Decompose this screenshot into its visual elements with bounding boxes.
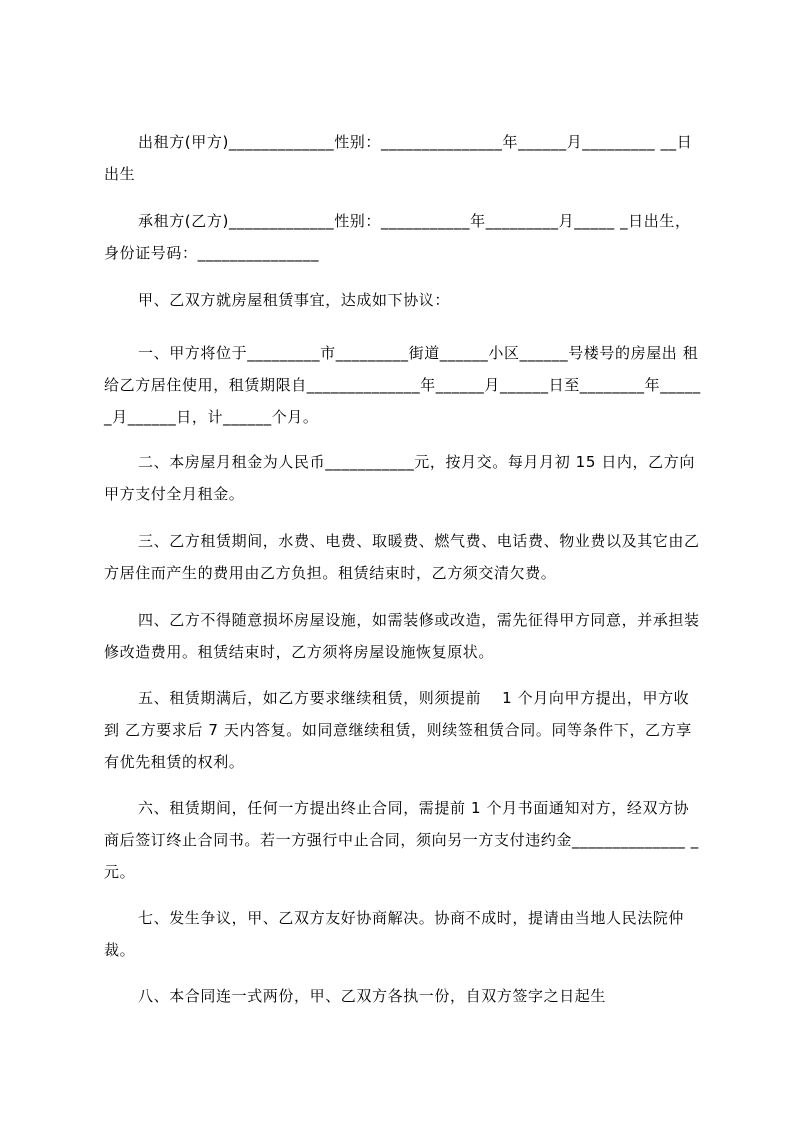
lessee-info-paragraph <box>104 205 702 269</box>
clause-5-paragraph <box>104 682 702 778</box>
clause-7-paragraph <box>104 902 702 966</box>
clause-2-paragraph <box>104 446 702 510</box>
clause-3-paragraph <box>104 525 702 589</box>
agreement-intro-paragraph <box>104 284 702 316</box>
clause-4-paragraph <box>104 604 702 668</box>
paragraph-text: 一、甲方将位于_________市_________街道______小区______号楼号的房屋出 租给乙方居住使用，租赁期限自______________年______月______日至________年______月______日，计______个月。 <box>104 344 701 426</box>
paragraph-text: 二、本房屋月租金为人民币___________元，按月交。每月月初 15 日内，乙方向甲方支付全月租金。 <box>104 453 695 503</box>
paragraph-text: 五、租赁期满后，如乙方要求继续租赁，则须提前 1 个月向甲方提出，甲方收到 乙方要求后 7 天内答复。如同意继续租赁，则续签租赁合同。同等条件下，乙方享有优先租赁的权利。 <box>104 689 692 771</box>
lessor-info-paragraph <box>104 126 702 190</box>
paragraph-text: 七、发生争议，甲、乙双方友好协商解决。协商不成时，提请由当地人民法院仲裁。 <box>104 909 685 959</box>
paragraph-text: 六、租赁期间，任何一方提出终止合同，需提前 1 个月书面通知对方，经双方协 商后签订终止合同书。若一方强行中止合同，须向另一方支付违约金______________ _元。 <box>104 799 699 881</box>
paragraph-text: 出租方(甲方)_____________性别：_______________年______月_________ __日出生 <box>104 133 693 183</box>
paragraph-text: 八、本合同连一式两份，甲、乙双方各执一份，自双方签字之日起生 <box>138 987 607 1005</box>
clause-8-paragraph <box>104 980 702 1012</box>
paragraph-text: 三、乙方租赁期间，水费、电费、取暖费、燃气费、电话费、物业费以及其它由乙方居住而产生的费用由乙方负担。租赁结束时，乙方须交清欠费。 <box>104 532 700 582</box>
paragraph-text: 四、乙方不得随意损坏房屋设施，如需装修或改造，需先征得甲方同意，并承担装修改造费用。租赁结束时，乙方须将房屋设施恢复原状。 <box>104 611 700 661</box>
paragraph-text: 甲、乙双方就房屋租赁事宜，达成如下协议： <box>138 291 451 309</box>
clause-1-paragraph <box>104 337 702 433</box>
clause-6-paragraph <box>104 792 702 888</box>
paragraph-text: 承租方(乙方)_____________性别：___________年_________月_____ _日出生，身份证号码：_______________ <box>104 212 691 262</box>
